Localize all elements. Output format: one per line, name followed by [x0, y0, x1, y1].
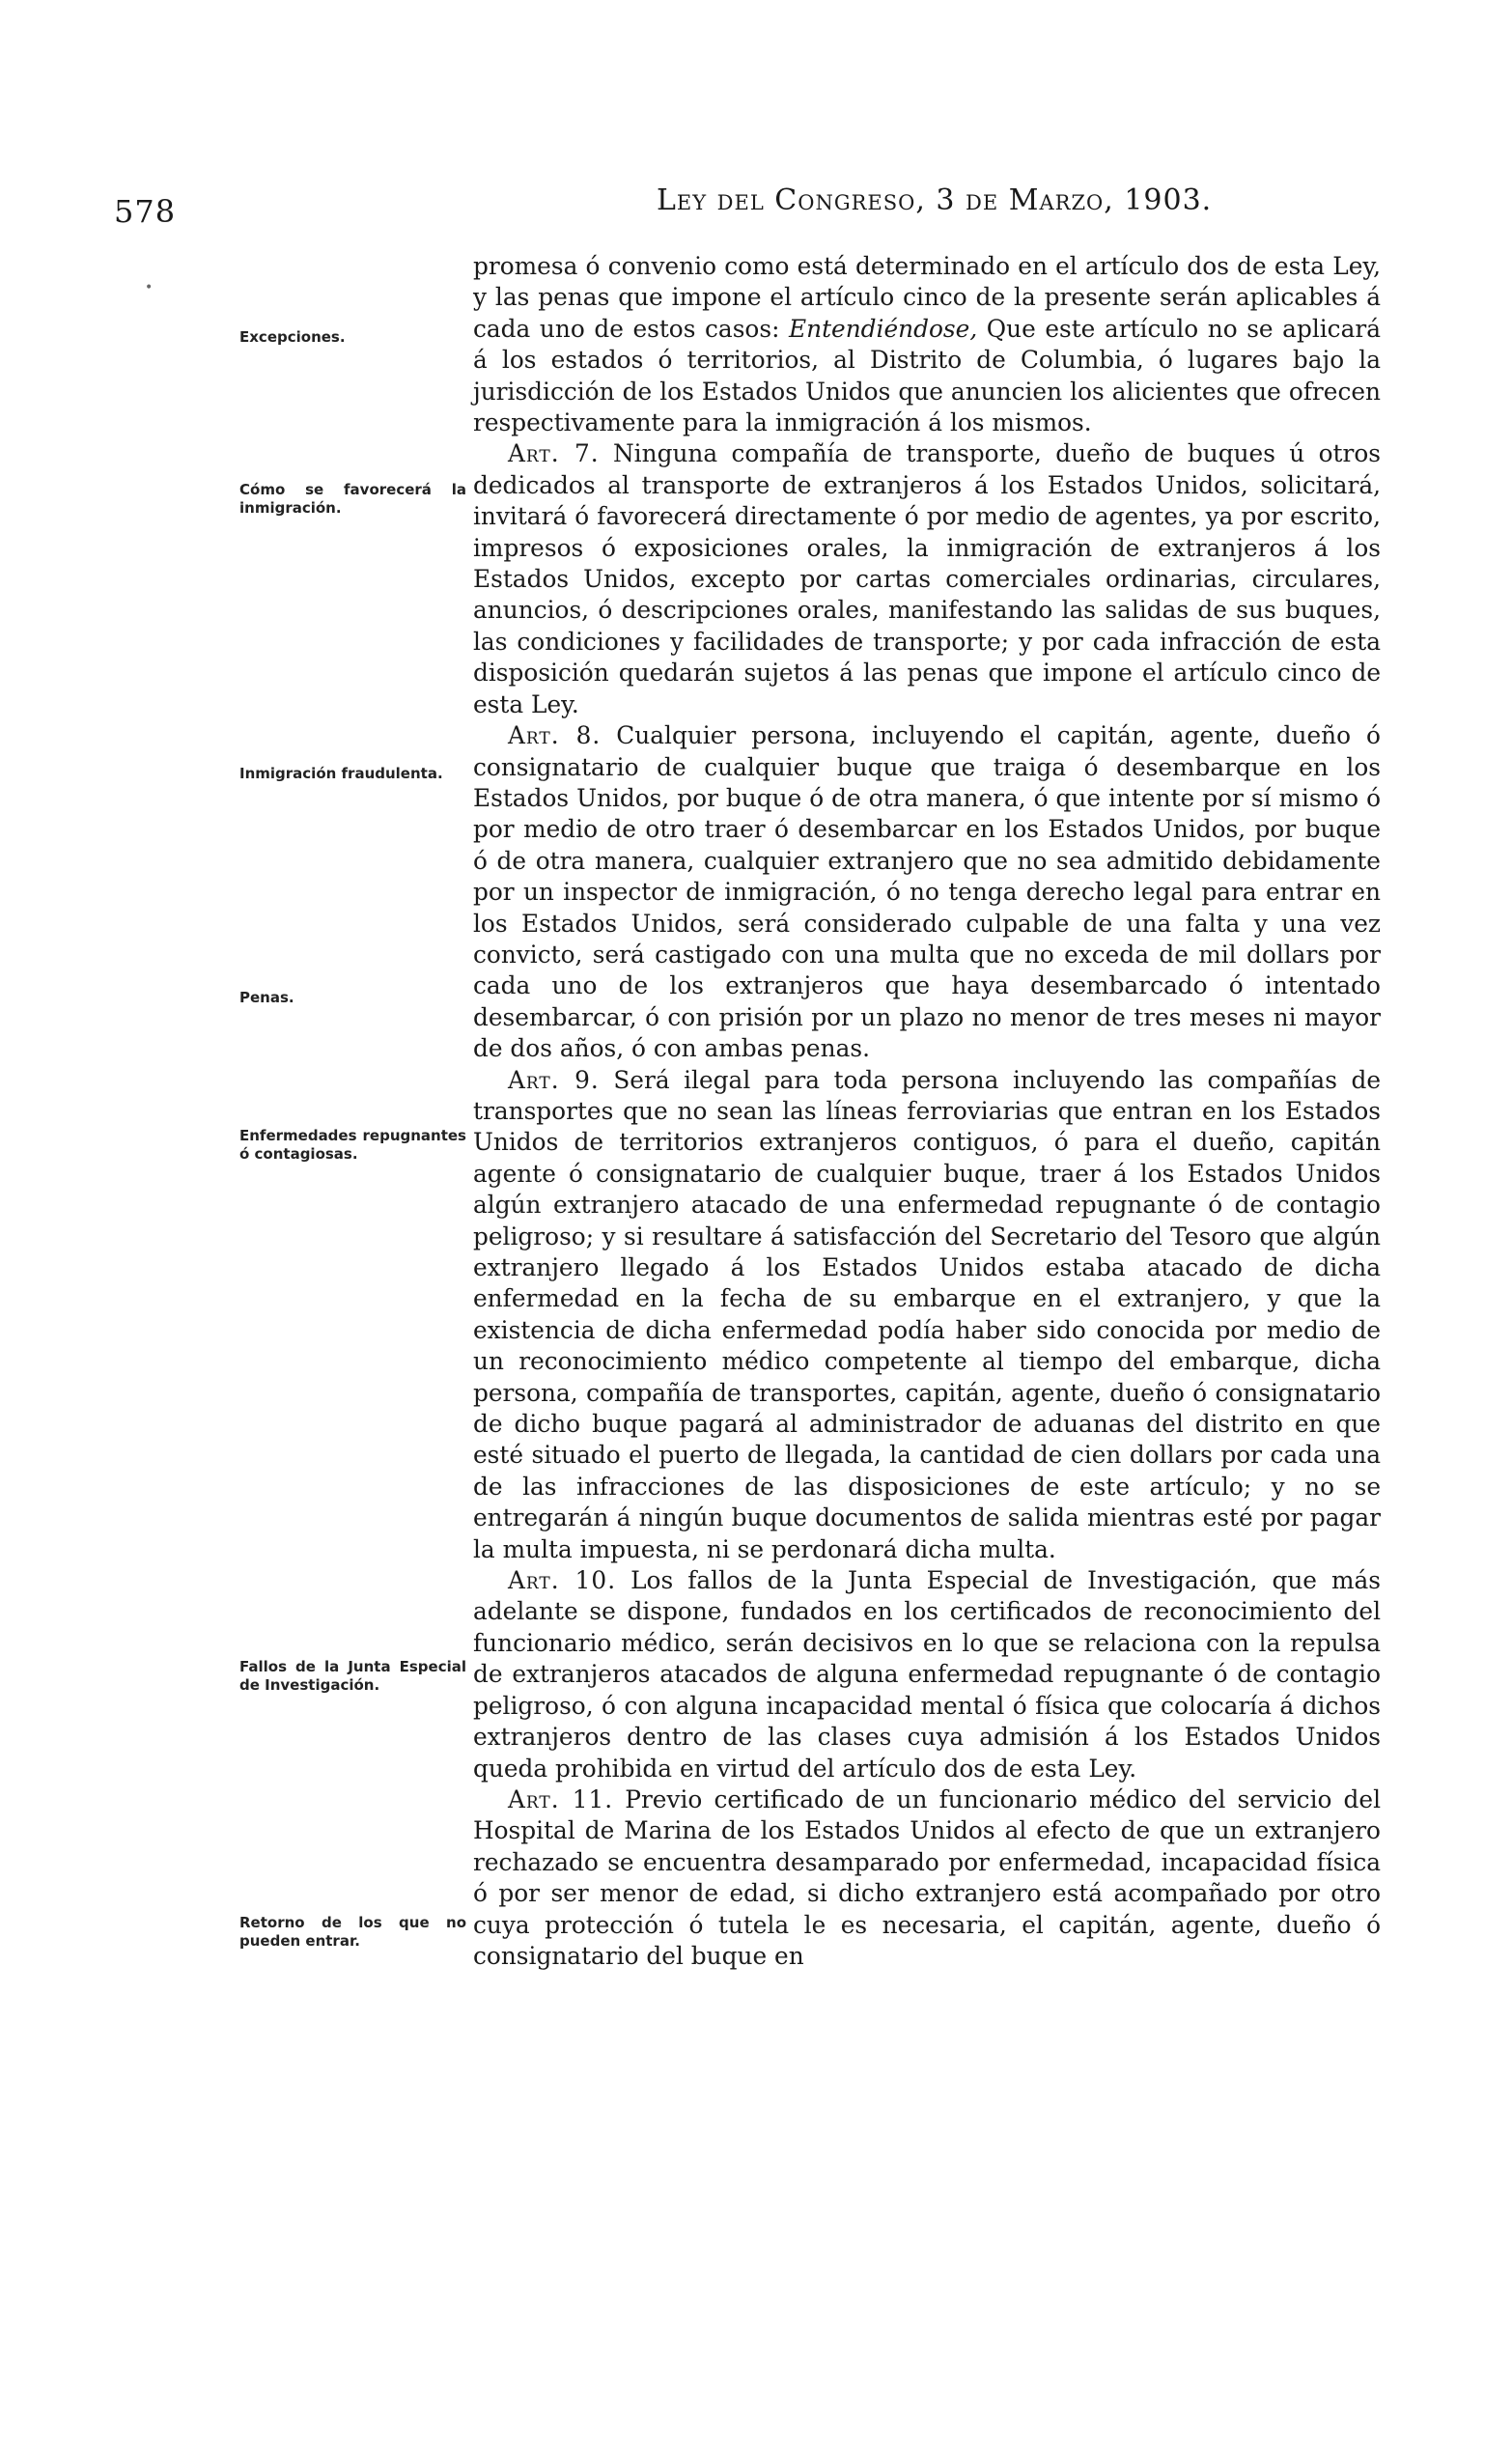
paragraph-continuation — [473, 251, 1381, 438]
article-text: Previo certificado de un funcionario médico del servicio del Hospital de Marina de los Estados Unidos al efecto de que un extranjero rechazado se encuentra desamparado por enfermedad, incapacidad física ó por ser menor de edad, si dicho extranjero está acompañado por otro cuya protección ó tutela le es necesaria, el capitán, agente, dueño ó consignatario del buque en — [473, 1784, 1382, 1970]
article-8 — [473, 720, 1381, 1064]
article-9 — [473, 1065, 1381, 1566]
article-text: Ninguna compañía de transporte, dueño de buques ú otros dedicados al transporte de extranjeros á los Estados Unidos, solicitará, invitará ó favorecerá directamente ó por medio de agentes, ya por escrito, impresos ó exposiciones orales, la inmigración de extranjeros á los Estados Unidos, excepto por cartas comerciales ordinarias, circulares, anuncios, ó descripciones orales, manifestando las salidas de sus buques, las condiciones y facilidades de transporte; y por cada infracción de esta disposición quedarán sujetos á las penas que impone el artículo cinco de esta Ley. — [473, 439, 1382, 718]
running-head: Ley del Congreso, 3 de Marzo, 1903. — [657, 183, 1213, 217]
margin-note-penas: Penas. — [239, 989, 294, 1006]
paragraph-text: promesa ó convenio como está determinado en el artículo dos de esta Ley, y las penas que impone el artículo cinco de la presente serán aplicables á cada uno de estos casos: — [473, 252, 1381, 343]
article-label: Art. 9. — [508, 1065, 600, 1094]
margin-note-retorno: Retorno de los que no pueden entrar. — [239, 1914, 466, 1950]
article-label: Art. 10. — [508, 1566, 617, 1595]
margin-note-excepciones: Excepciones. — [239, 328, 346, 346]
margin-note-fraudulenta: Inmigración fraudulenta. — [239, 765, 443, 782]
emphasis: Entendiéndose, — [789, 314, 978, 343]
article-text: Será ilegal para toda persona incluyendo las compañías de transportes que no sean las líneas ferroviarias que entran en los Estados Unidos de territorios extranjeros contiguos, ó para el dueño, capitán agente ó consignatario de cualquier buque, traer á los Estados Unidos algún extranjero atacado de una enfermedad repugnante ó de contagio peligroso; y si resultare á satisfacción del Secretario del Tesoro que algún extranjero llegado á los Estados Unidos estaba atacado de dicha enfermedad en la fecha de su embarque en el extranjero, y que la existencia de dicha enfermedad podía haber sido conocida por medio de un reconocimiento médico competente al tiempo del embarque, dicha persona, compañía de transportes, capitán, agente, dueño ó consignatario de dicho buque pagará al administrador de aduanas del distrito en que esté situado el puerto de llegada, la cantidad de cien dollars por cada una de las infracciones de las disposiciones de este artículo; y no se entregarán á ningún buque documentos de salida mientras esté por pagar la multa impuesta, ni se perdonará dicha multa. — [473, 1065, 1382, 1563]
paragraph-text: Que este artículo no se aplicará á los estados ó territorios, al Distrito de Columbia, ó lugares bajo la jurisdicción de los Estados Unidos que anuncien los alicientes que ofrecen respectivamente para la inmigración á los mismos. — [473, 314, 1381, 437]
article-11 — [473, 1784, 1381, 1972]
article-text: Cualquier persona, incluyendo el capitán, agente, dueño ó consignatario de cualquier buque que traiga ó desembarque en los Estados Unidos, por buque ó de otra manera, ó que intente por sí mismo ó por medio de otro traer ó desembarcar en los Estados Unidos, por buque ó de otra manera, cualquier extranjero que no sea admitido debidamente por un inspector de inmigración, ó no tenga derecho legal para entrar en los Estados Unidos, será considerado culpable de una falta y una vez convicto, será castigado con una multa que no exceda de mil dollars por cada uno de los extranjeros que haya desembarcado ó intentado desembarcar, ó con prisión por un plazo no menor de tres meses ni mayor de dos años, ó con ambas penas. — [473, 721, 1381, 1063]
article-label: Art. 8. — [508, 721, 602, 750]
body-text — [473, 251, 1381, 1972]
article-7 — [473, 438, 1381, 720]
margin-note-enfermedades: Enfermedades repugnantes ó contagiosas. — [239, 1127, 466, 1163]
article-10 — [473, 1565, 1381, 1784]
article-label: Art. 11. — [508, 1784, 614, 1813]
margin-note-favorecera: Cómo se favorecerá la inmigración. — [239, 481, 466, 517]
page-number: 578 — [114, 193, 177, 230]
stray-mark: • — [145, 280, 154, 295]
article-label: Art. 7. — [508, 439, 600, 468]
article-text: Los fallos de la Junta Especial de Investigación, que más adelante se dispone, fundados en los certificados de reconocimiento del funcionario médico, serán decisivos en lo que se relaciona con la repulsa de extranjeros atacados de alguna enfermedad repugnante ó de contagio peligroso, ó con alguna incapacidad mental ó física que colocaría á dichos extranjeros dentro de las clases cuya admisión á los Estados Unidos queda prohibida en virtud del artículo dos de esta Ley. — [473, 1566, 1381, 1783]
margin-note-fallos: Fallos de la Junta Especial de Investigación. — [239, 1658, 466, 1694]
